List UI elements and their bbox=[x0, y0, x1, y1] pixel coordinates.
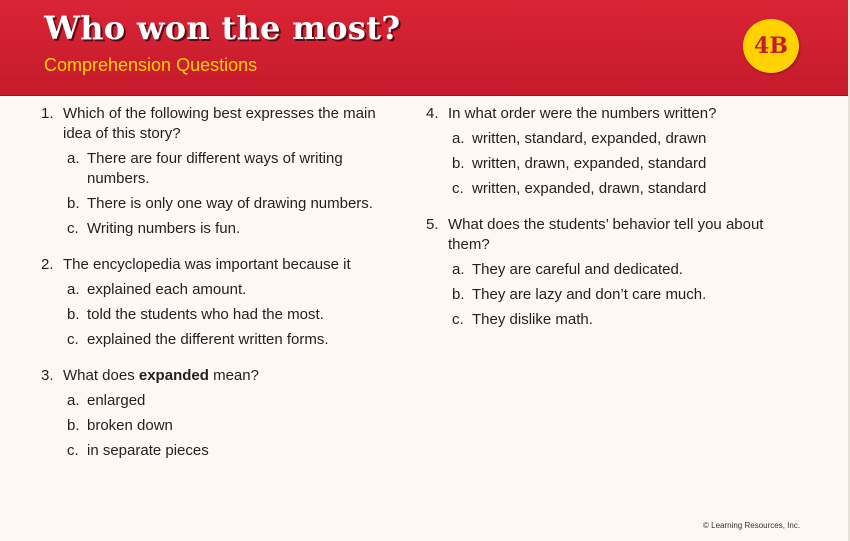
question-text: The encyclopedia was important because it bbox=[63, 256, 351, 273]
choice-letter: b. bbox=[67, 306, 80, 323]
choice-letter: c. bbox=[67, 442, 79, 459]
question-text-after: mean? bbox=[208, 367, 259, 384]
choice-text: told the students who had the most. bbox=[87, 306, 324, 323]
question-number: 5. bbox=[426, 216, 439, 233]
choice-text: explained each amount. bbox=[87, 281, 247, 298]
choice-text: broken down bbox=[87, 417, 173, 434]
choice-letter: a. bbox=[67, 392, 80, 409]
question-4 bbox=[426, 104, 806, 199]
answer-choice bbox=[452, 154, 806, 174]
choice-letter: a. bbox=[452, 130, 465, 147]
choice-text: written, drawn, expanded, standard bbox=[472, 155, 707, 172]
question-1 bbox=[41, 104, 401, 239]
answer-choice bbox=[452, 129, 806, 149]
question-text: In what order were the numbers written? bbox=[448, 105, 717, 122]
question-text: What does the students’ behavior tell you about them? bbox=[448, 216, 764, 253]
question-number: 2. bbox=[41, 256, 54, 273]
answer-choice bbox=[67, 416, 401, 436]
choice-text: There are four different ways of writing numbers. bbox=[87, 150, 343, 187]
question-text: Which of the following best expresses the main idea of this story? bbox=[63, 105, 376, 142]
choice-text: written, expanded, drawn, standard bbox=[472, 180, 707, 197]
question-3 bbox=[41, 366, 401, 461]
choice-letter: b. bbox=[452, 286, 465, 303]
choice-letter: a. bbox=[67, 150, 80, 167]
choice-text: They dislike math. bbox=[472, 311, 593, 328]
choice-letter: c. bbox=[452, 180, 464, 197]
choice-letter: b. bbox=[67, 195, 80, 212]
question-5 bbox=[426, 215, 806, 330]
answer-choice bbox=[452, 285, 806, 305]
answer-choice bbox=[452, 310, 806, 330]
choice-text: written, standard, expanded, drawn bbox=[472, 130, 707, 147]
answer-choice bbox=[452, 260, 806, 280]
answer-choice bbox=[67, 280, 401, 300]
header-banner bbox=[0, 0, 850, 96]
answer-choice bbox=[67, 194, 401, 214]
choice-text: in separate pieces bbox=[87, 442, 209, 459]
choice-letter: b. bbox=[67, 417, 80, 434]
answer-choice bbox=[67, 441, 401, 461]
card-number-badge bbox=[743, 19, 799, 73]
question-2 bbox=[41, 255, 401, 350]
choice-text: Writing numbers is fun. bbox=[87, 220, 241, 237]
copyright-notice: © Learning Resources, Inc. bbox=[703, 521, 801, 530]
answer-choice bbox=[67, 149, 401, 189]
answer-choice bbox=[67, 391, 401, 411]
choice-text: enlarged bbox=[87, 392, 146, 409]
answer-choice bbox=[67, 219, 401, 239]
choice-text: explained the different written forms. bbox=[87, 331, 329, 348]
answer-choices bbox=[452, 129, 806, 199]
question-number: 4. bbox=[426, 105, 439, 122]
choice-letter: a. bbox=[67, 281, 80, 298]
left-question-column bbox=[41, 104, 401, 477]
choice-letter: b. bbox=[452, 155, 465, 172]
choice-text: They are lazy and don’t care much. bbox=[472, 286, 707, 303]
choice-letter: c. bbox=[452, 311, 464, 328]
badge-label: 4B bbox=[754, 33, 788, 59]
page-title: Who won the most? bbox=[44, 9, 401, 47]
right-question-column bbox=[426, 104, 806, 346]
answer-choices bbox=[67, 391, 401, 461]
vocabulary-word: expanded bbox=[138, 367, 209, 384]
answer-choice bbox=[67, 330, 401, 350]
answer-choice bbox=[452, 179, 806, 199]
choice-text: They are careful and dedicated. bbox=[472, 261, 683, 278]
question-number: 1. bbox=[41, 105, 54, 122]
question-text-before: What does bbox=[63, 367, 139, 384]
choice-letter: c. bbox=[67, 331, 79, 348]
answer-choice bbox=[67, 305, 401, 325]
answer-choices bbox=[452, 260, 806, 330]
page-subtitle: Comprehension Questions bbox=[44, 55, 258, 75]
question-number: 3. bbox=[41, 367, 54, 384]
choice-letter: c. bbox=[67, 220, 79, 237]
answer-choices bbox=[67, 149, 401, 239]
answer-choices bbox=[67, 280, 401, 350]
choice-text: There is only one way of drawing numbers. bbox=[87, 195, 373, 212]
choice-letter: a. bbox=[452, 261, 465, 278]
question-text bbox=[63, 366, 401, 386]
